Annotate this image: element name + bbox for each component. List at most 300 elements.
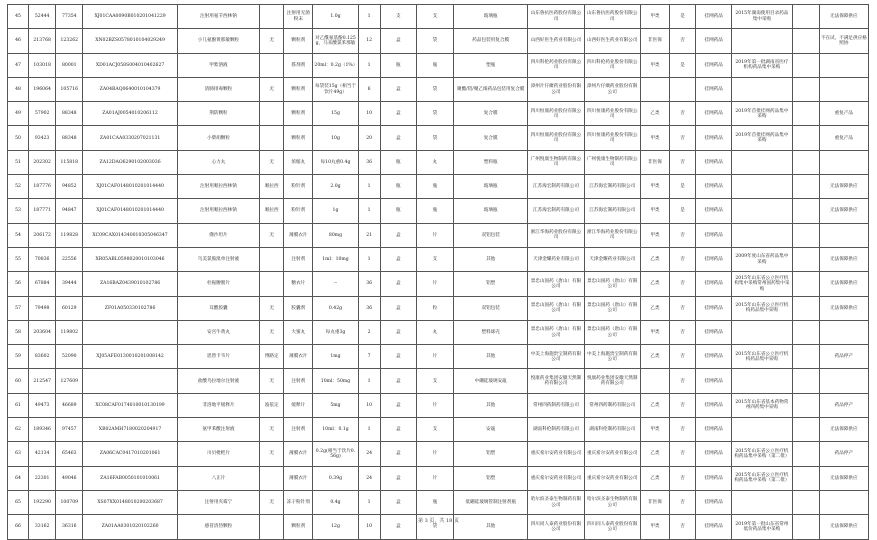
table-cell: 薄膜衣片: [284, 345, 313, 369]
table-cell: 塑瓶: [454, 53, 528, 77]
table-cell: 是: [669, 53, 695, 77]
table-cell: 否: [669, 345, 695, 369]
table-cell: 四川科伦药业股份有限公司: [584, 53, 640, 77]
table-cell: [260, 102, 284, 126]
table-cell: 注射剂: [284, 418, 313, 442]
table-cell: 49473: [29, 393, 56, 417]
table-cell: [819, 369, 868, 393]
table-row: [8, 126, 869, 150]
table-cell: 搽剂剂: [284, 53, 313, 77]
table-cell: 玻璃瓶: [454, 5, 528, 29]
table-cell: 挂网药品: [696, 320, 732, 344]
table-cell: ZA01AA0301020102260: [83, 515, 177, 539]
table-cell: 36316: [56, 515, 83, 539]
table-cell: [792, 150, 819, 174]
table-cell: [792, 77, 819, 101]
table-cell: 1: [358, 53, 380, 77]
table-cell: 盒: [380, 515, 416, 539]
table-cell: 塑料瓶: [454, 150, 528, 174]
table-cell: 10: [358, 515, 380, 539]
table-cell: [792, 29, 819, 53]
table-cell: 1: [358, 175, 380, 199]
table-cell: 187776: [29, 175, 56, 199]
table-cell: 196064: [29, 77, 56, 101]
table-cell: 挂网药品: [696, 29, 732, 53]
table-cell: XC09CAX014340010305046347: [83, 223, 177, 247]
table-cell: 79498: [29, 296, 56, 320]
table-cell: 胶囊剂: [284, 296, 313, 320]
table-cell: 65: [8, 490, 29, 514]
table-cell: 薄膜衣片: [284, 223, 313, 247]
table-cell: 无: [260, 150, 284, 174]
table-cell: 15g: [313, 102, 358, 126]
table-cell: 重复产品: [819, 126, 868, 150]
table-cell: 57: [8, 296, 29, 320]
table-cell: 其他: [454, 247, 528, 271]
table-cell: 2015年山东省公立医疗机构药品集中采购: [732, 345, 792, 369]
table-cell: 0.2g(相当于饮片0.56g): [313, 442, 358, 466]
table-cell: 耳酸胶囊: [177, 296, 259, 320]
table-cell: 塑料球壳: [454, 320, 528, 344]
table-cell: 袋: [416, 29, 453, 53]
table-cell: 12: [358, 29, 380, 53]
table-cell: 每10丸重0.4g: [313, 150, 358, 174]
table-cell: [732, 320, 792, 344]
table-cell: 瓶: [416, 175, 453, 199]
table-cell: [83, 369, 177, 393]
table-cell: [732, 223, 792, 247]
table-cell: ZA06CAC0417010201061: [83, 442, 177, 466]
table-cell: 213768: [29, 29, 56, 53]
table-cell: 94847: [56, 199, 83, 223]
table-cell: 盒: [380, 296, 416, 320]
table-cell: 药品包装用复合膜: [454, 29, 528, 53]
table-cell: 薄膜衣片: [284, 466, 313, 490]
table-cell: 非医保: [640, 150, 669, 174]
table-cell: 支: [416, 5, 453, 29]
table-cell: 其他: [454, 345, 528, 369]
table-cell: 6: [358, 77, 380, 101]
table-cell: 甲类: [640, 199, 669, 223]
table-cell: 5mg: [313, 393, 358, 417]
table-cell: 湖南科伦制药有限公司: [584, 418, 640, 442]
table-cell: 1: [358, 5, 380, 29]
table-cell: [792, 466, 819, 490]
table-cell: [792, 272, 819, 296]
table-cell: 93423: [29, 126, 56, 150]
table-cell: 甲类: [640, 223, 669, 247]
table-cell: 恩替卡韦片: [177, 345, 259, 369]
table-cell: 药品停产: [819, 345, 868, 369]
table-cell: 山西好医生药业有限公司: [528, 29, 584, 53]
table-cell: 四川恒康药业股份有限公司: [584, 126, 640, 150]
table-cell: 瓶: [380, 150, 416, 174]
table-cell: 10ml：50mg: [313, 369, 358, 393]
table-row: [8, 199, 869, 223]
table-cell: 否: [669, 126, 695, 150]
table-cell: 22556: [56, 247, 83, 271]
table-cell: 45: [8, 5, 29, 29]
table-cell: [792, 442, 819, 466]
table-cell: 江苏海宏制药有限公司: [528, 199, 584, 223]
table-cell: 无: [260, 320, 284, 344]
table-cell: [792, 126, 819, 150]
table-cell: 挂网药品: [696, 369, 732, 393]
table-cell: 盒: [380, 490, 416, 514]
table-row: [8, 53, 869, 77]
table-cell: [792, 369, 819, 393]
table-cell: 安宫牛黄丸: [177, 320, 259, 344]
table-cell: 重庆希尔安药业有限公司: [584, 442, 640, 466]
table-cell: 粉针剂: [284, 175, 313, 199]
table-cell: 97457: [56, 418, 83, 442]
table-cell: 2015年山东省公立医疗机构药品集中采购（第二批）: [732, 442, 792, 466]
table-cell: 64: [8, 466, 29, 490]
table-cell: 注射用氨苄西林钠: [177, 5, 259, 29]
table-cell: 盒: [380, 369, 416, 393]
table-cell: 盒: [380, 320, 416, 344]
table-cell: 景忠山国药（唐山）有限公司: [528, 272, 584, 296]
table-cell: [260, 466, 284, 490]
table-cell: [792, 418, 819, 442]
table-cell: 0.42g: [313, 296, 358, 320]
table-cell: 盒: [380, 466, 416, 490]
table-cell: 甲类: [640, 320, 669, 344]
table-cell: 2019年第一批山东省常州低价药品集中采购: [732, 515, 792, 539]
table-cell: 非医保: [640, 490, 669, 514]
table-cell: 47: [8, 53, 29, 77]
table-cell: 52090: [56, 345, 83, 369]
table-cell: 212547: [29, 369, 56, 393]
table-cell: 支: [416, 369, 453, 393]
table-cell: 挂网药品: [696, 442, 732, 466]
table-cell: [792, 199, 819, 223]
table-cell: 其他: [454, 393, 528, 417]
table-cell: 每袋装15g（相当于饮片49g）: [313, 77, 358, 101]
table-cell: 荆防颗粒: [177, 102, 259, 126]
table-cell: [260, 5, 284, 29]
table-cell: 挂网药品: [696, 199, 732, 223]
table-cell: 四川同人泰药业股份有限公司: [528, 515, 584, 539]
table-cell: 119828: [56, 223, 83, 247]
table-cell: [83, 320, 177, 344]
table-row: [8, 272, 869, 296]
table-cell: 片: [416, 223, 453, 247]
table-cell: 115818: [56, 150, 83, 174]
table-cell: 48: [8, 77, 29, 101]
table-cell: 105716: [56, 77, 83, 101]
table-cell: 83602: [29, 345, 56, 369]
table-cell: 2019年首批挂网药品集中采购: [732, 102, 792, 126]
table-cell: [792, 490, 819, 514]
table-cell: 广州悦康生物制药有限公司: [528, 150, 584, 174]
table-cell: 2015年山东省公立医疗机构药品集中采购: [732, 296, 792, 320]
table-cell: 是: [669, 199, 695, 223]
table-cell: 是: [669, 5, 695, 29]
table-cell: 四川恒康药业股份有限公司: [584, 102, 640, 126]
table-cell: 低硼硅玻璃管制注射剂瓶: [454, 490, 528, 514]
table-cell: XD01ACJ058S004010402627: [83, 53, 177, 77]
table-cell: ZA01CAA0330207021131: [83, 126, 177, 150]
table-cell: 77354: [56, 5, 83, 29]
table-cell: 12g: [313, 515, 358, 539]
table-cell: [732, 150, 792, 174]
table-cell: 注射剂: [284, 247, 313, 271]
table-cell: 192290: [29, 490, 56, 514]
table-cell: 2.0g: [313, 175, 358, 199]
table-cell: 乙类: [640, 272, 669, 296]
table-cell: XS07XX0148010200203687: [83, 490, 177, 514]
table-cell: 丸: [416, 320, 453, 344]
table-row: [8, 393, 869, 417]
table-cell: 挂网药品: [696, 53, 732, 77]
table-cell: 支: [380, 5, 416, 29]
table-cell: 否: [669, 442, 695, 466]
table-cell: 挂网药品: [696, 150, 732, 174]
table-cell: 杜振腰膀片: [177, 272, 259, 296]
table-cell: 清肺排毒颗粒: [177, 77, 259, 101]
table-cell: 无法保障供应: [819, 199, 868, 223]
table-cell: 乙类: [640, 247, 669, 271]
table-cell: [819, 77, 868, 101]
table-cell: 湖南科伦制药有限公司: [528, 418, 584, 442]
table-cell: 119802: [56, 320, 83, 344]
table-cell: 乙类: [640, 393, 669, 417]
table-cell: [819, 223, 868, 247]
table-cell: 支: [416, 247, 453, 271]
table-cell: ZA04BAQ0640010104379: [83, 77, 177, 101]
table-cell: 瓶: [380, 53, 416, 77]
table-cell: 否: [669, 369, 695, 393]
table-cell: 60: [8, 369, 29, 393]
table-cell: 52: [8, 175, 29, 199]
table-cell: 药品停产: [819, 442, 868, 466]
table-cell: 江苏海宏制药有限公司: [528, 175, 584, 199]
table-cell: 铝塑: [454, 442, 528, 466]
table-cell: 氨甲苯酸注射液: [177, 418, 259, 442]
table-cell: 重庆希尔安药业有限公司: [584, 466, 640, 490]
table-cell: --: [313, 272, 358, 296]
table-cell: [732, 175, 792, 199]
table-cell: 1: [358, 418, 380, 442]
table-cell: 重复产品: [819, 102, 868, 126]
table-cell: 54: [8, 223, 29, 247]
table-cell: 景忠山国药（唐山）有限公司: [584, 296, 640, 320]
table-cell: 67884: [29, 272, 56, 296]
table-cell: 无法保障供应: [819, 296, 868, 320]
table-cell: 无法保障供应: [819, 466, 868, 490]
table-cell: 挂网药品: [696, 345, 732, 369]
table-cell: 八正片: [177, 466, 259, 490]
table-cell: 无法保障供应: [819, 175, 868, 199]
table-cell: 注射用哌拉西林钠: [177, 175, 259, 199]
table-cell: 颗粒剂: [284, 102, 313, 126]
table-row: [8, 102, 869, 126]
table-cell: 悦康药业集团安徽天然制药有限公司: [528, 369, 584, 393]
table-cell: 65463: [56, 442, 83, 466]
table-cell: 1: [358, 490, 380, 514]
table-cell: [732, 77, 792, 101]
table-cell: 中美上海施贵宝制药有限公司: [528, 345, 584, 369]
table-cell: 瓶: [380, 175, 416, 199]
table-cell: 江苏海宏制药有限公司: [584, 199, 640, 223]
table-cell: XR05ABL0598020010103046: [83, 247, 177, 271]
table-cell: 42134: [29, 442, 56, 466]
table-cell: ZA16FAB0050101010061: [83, 466, 177, 490]
table-cell: 49046: [56, 466, 83, 490]
table-cell: 四川科伦药业股份有限公司: [528, 53, 584, 77]
table-cell: 注射用夹霉宁: [177, 490, 259, 514]
table-cell: 189346: [29, 418, 56, 442]
table-cell: [260, 53, 284, 77]
table-cell: XC08CAF0174010010130199: [83, 393, 177, 417]
table-cell: XN02BZS0578010104029249: [83, 29, 177, 53]
table-cell: 挂网药品: [696, 393, 732, 417]
table-cell: 88348: [56, 126, 83, 150]
table-cell: 2019年首批挂网药品集中采购: [732, 126, 792, 150]
table-cell: 瓶: [416, 199, 453, 223]
table-cell: 盒: [380, 247, 416, 271]
table-cell: 无: [260, 77, 284, 101]
table-cell: 202302: [29, 150, 56, 174]
table-cell: 36: [358, 150, 380, 174]
table-cell: 无: [260, 29, 284, 53]
table-cell: 10: [358, 102, 380, 126]
table-cell: 无法保障供应: [819, 5, 868, 29]
table-cell: 糖衣片: [284, 272, 313, 296]
table-cell: 0.4g: [313, 490, 358, 514]
table-cell: 24: [358, 442, 380, 466]
table-cell: ZA16BAZ0439010102786: [83, 272, 177, 296]
table-cell: 粉针剂: [284, 199, 313, 223]
table-cell: 盒: [380, 393, 416, 417]
table-cell: [792, 102, 819, 126]
table-cell: 盒: [380, 102, 416, 126]
table-cell: 123262: [56, 29, 83, 53]
table-cell: 铝塑: [454, 272, 528, 296]
table-cell: 颗粒剂: [284, 126, 313, 150]
table-cell: 挂网药品: [696, 5, 732, 29]
table-cell: 四川恒康药业股份有限公司: [528, 126, 584, 150]
table-cell: 四川恒康药业股份有限公司: [528, 102, 584, 126]
table-cell: 无法保障供应: [819, 515, 868, 539]
table-cell: 无法保障供应: [819, 272, 868, 296]
table-cell: 94852: [56, 175, 83, 199]
table-cell: [260, 126, 284, 150]
table-cell: 56: [8, 272, 29, 296]
table-cell: 2015年山东省公立医疗机构集中采购常州国药集中采购: [732, 272, 792, 296]
table-cell: 甲类: [640, 418, 669, 442]
table-cell: 盐酸乌拉地尔注射液: [177, 369, 259, 393]
table-cell: 否: [669, 296, 695, 320]
table-cell: 1.0g: [313, 5, 358, 29]
table-cell: 1: [358, 247, 380, 271]
table-cell: 山西好医生药业有限公司: [584, 29, 640, 53]
table-row: [8, 345, 869, 369]
table-row: [8, 466, 869, 490]
table-cell: 否: [669, 515, 695, 539]
table-cell: 103018: [29, 53, 56, 77]
table-cell: 大蜜丸: [284, 320, 313, 344]
table-cell: 挂网药品: [696, 272, 732, 296]
table-cell: XJ01CAA0090B010201041229: [83, 5, 177, 29]
table-cell: 天津金耀药业有限公司: [584, 247, 640, 271]
table-cell: 127609: [56, 369, 83, 393]
table-cell: 片: [416, 345, 453, 369]
table-cell: 片: [416, 393, 453, 417]
table-cell: 无: [260, 296, 284, 320]
table-cell: 注射用无菌粉末: [284, 5, 313, 29]
table-cell: 187771: [29, 199, 56, 223]
table-cell: 挂网药品: [696, 126, 732, 150]
table-cell: 53: [8, 199, 29, 223]
table-cell: 袋: [416, 126, 453, 150]
table-cell: 70836: [29, 247, 56, 271]
table-cell: 景忠山国药（唐山）有限公司: [528, 296, 584, 320]
table-cell: 景忠山国药（唐山）有限公司: [584, 320, 640, 344]
table-cell: 哌拉西: [260, 175, 284, 199]
table-cell: 20ml：0.2g（1%）: [313, 53, 358, 77]
table-cell: 否: [669, 223, 695, 247]
table-cell: 颗粒剂: [284, 29, 313, 53]
table-cell: 乙类: [640, 102, 669, 126]
table-cell: 挂网药品: [696, 77, 732, 101]
table-cell: 46: [8, 29, 29, 53]
table-cell: 复合膜: [454, 126, 528, 150]
table-cell: 否: [669, 490, 695, 514]
table-cell: 聚酯/铝/聚乙烯药品包装用复合膜: [454, 77, 528, 101]
table-cell: [260, 247, 284, 271]
table-cell: 袋: [416, 515, 453, 539]
table-cell: 挂网药品: [696, 102, 732, 126]
table-cell: [792, 175, 819, 199]
table-cell: [819, 320, 868, 344]
table-cell: [792, 345, 819, 369]
table-cell: XJ01CAF0148010201014440: [83, 199, 177, 223]
table-cell: 1: [358, 369, 380, 393]
table-cell: 33162: [29, 515, 56, 539]
table-cell: 无: [260, 369, 284, 393]
table-cell: 206172: [29, 223, 56, 247]
table-cell: [260, 272, 284, 296]
table-cell: 58: [8, 320, 29, 344]
table-cell: 挂网药品: [696, 466, 732, 490]
table-row: [8, 29, 869, 53]
table-cell: 盒: [380, 442, 416, 466]
table-cell: 80mg: [313, 223, 358, 247]
table-cell: 小儿氨酚黄那敏颗粒: [177, 29, 259, 53]
drug-list-table: [7, 4, 869, 540]
table-cell: [792, 296, 819, 320]
table-cell: 2: [358, 320, 380, 344]
table-cell: 哈尔滨圣泰生物制药有限公司: [584, 490, 640, 514]
table-cell: 乙类: [640, 466, 669, 490]
table-row: [8, 175, 869, 199]
table-cell: 盒: [380, 272, 416, 296]
table-row: [8, 418, 869, 442]
table-row: [8, 5, 869, 29]
table-cell: [792, 320, 819, 344]
table-cell: 冻干粉针剂: [284, 490, 313, 514]
table-cell: 铝塑: [454, 466, 528, 490]
table-cell: 否: [669, 29, 695, 53]
table-cell: 颗粒剂: [284, 515, 313, 539]
table-cell: [819, 150, 868, 174]
table-cell: 50: [8, 126, 29, 150]
table-cell: 甲类: [640, 53, 669, 77]
table-cell: 哌拉西: [260, 199, 284, 223]
table-cell: 36: [358, 296, 380, 320]
